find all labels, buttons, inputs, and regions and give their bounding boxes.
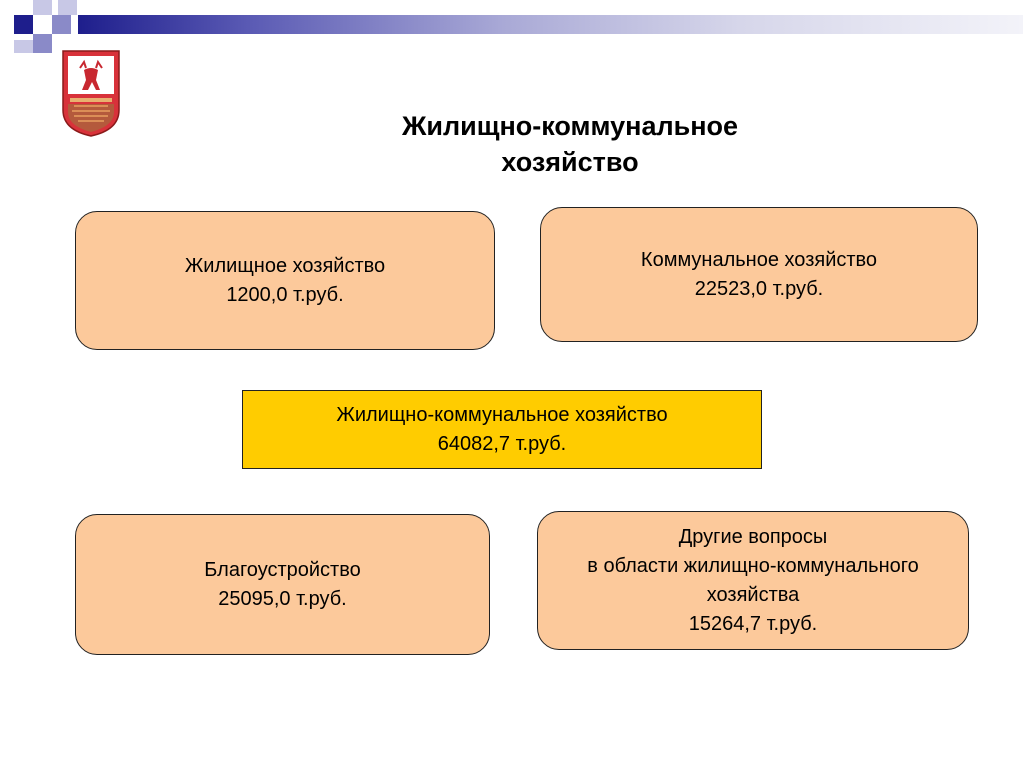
page-title [330, 108, 810, 180]
title-line-2: хозяйство [501, 147, 639, 177]
housing-box-value: 1200,0 т.руб. [226, 283, 344, 306]
improvement-box-name: Благоустройство [204, 558, 361, 581]
communal-box-name: Коммунальное хозяйство [640, 248, 878, 271]
deer-coat-of-arms-icon [60, 48, 122, 138]
other-box-line-3: хозяйства [706, 583, 800, 606]
housing-box [75, 211, 495, 350]
header-gradient-bar [78, 15, 1023, 34]
deco-square [14, 40, 33, 53]
other-box-value: 15264,7 т.руб. [688, 612, 818, 635]
deco-square [58, 0, 77, 15]
other-box-line-1: Другие вопросы [678, 525, 828, 548]
total-box-name: Жилищно-коммунальное хозяйство [336, 403, 668, 426]
total-box [242, 390, 762, 469]
deco-square [14, 15, 33, 34]
other-box [537, 511, 969, 650]
housing-box-name: Жилищное хозяйство [184, 254, 386, 277]
other-box-line-2: в области жилищно-коммунального [587, 554, 919, 577]
deco-square [33, 0, 52, 15]
improvement-box-value: 25095,0 т.руб. [218, 587, 347, 610]
deco-square [52, 15, 71, 34]
communal-box [540, 207, 978, 342]
title-line-1: Жилищно-коммунальное [401, 111, 739, 141]
improvement-box [75, 514, 490, 655]
deco-square [33, 34, 52, 53]
communal-box-value: 22523,0 т.руб. [694, 277, 824, 300]
total-box-value: 64082,7 т.руб. [437, 432, 567, 455]
